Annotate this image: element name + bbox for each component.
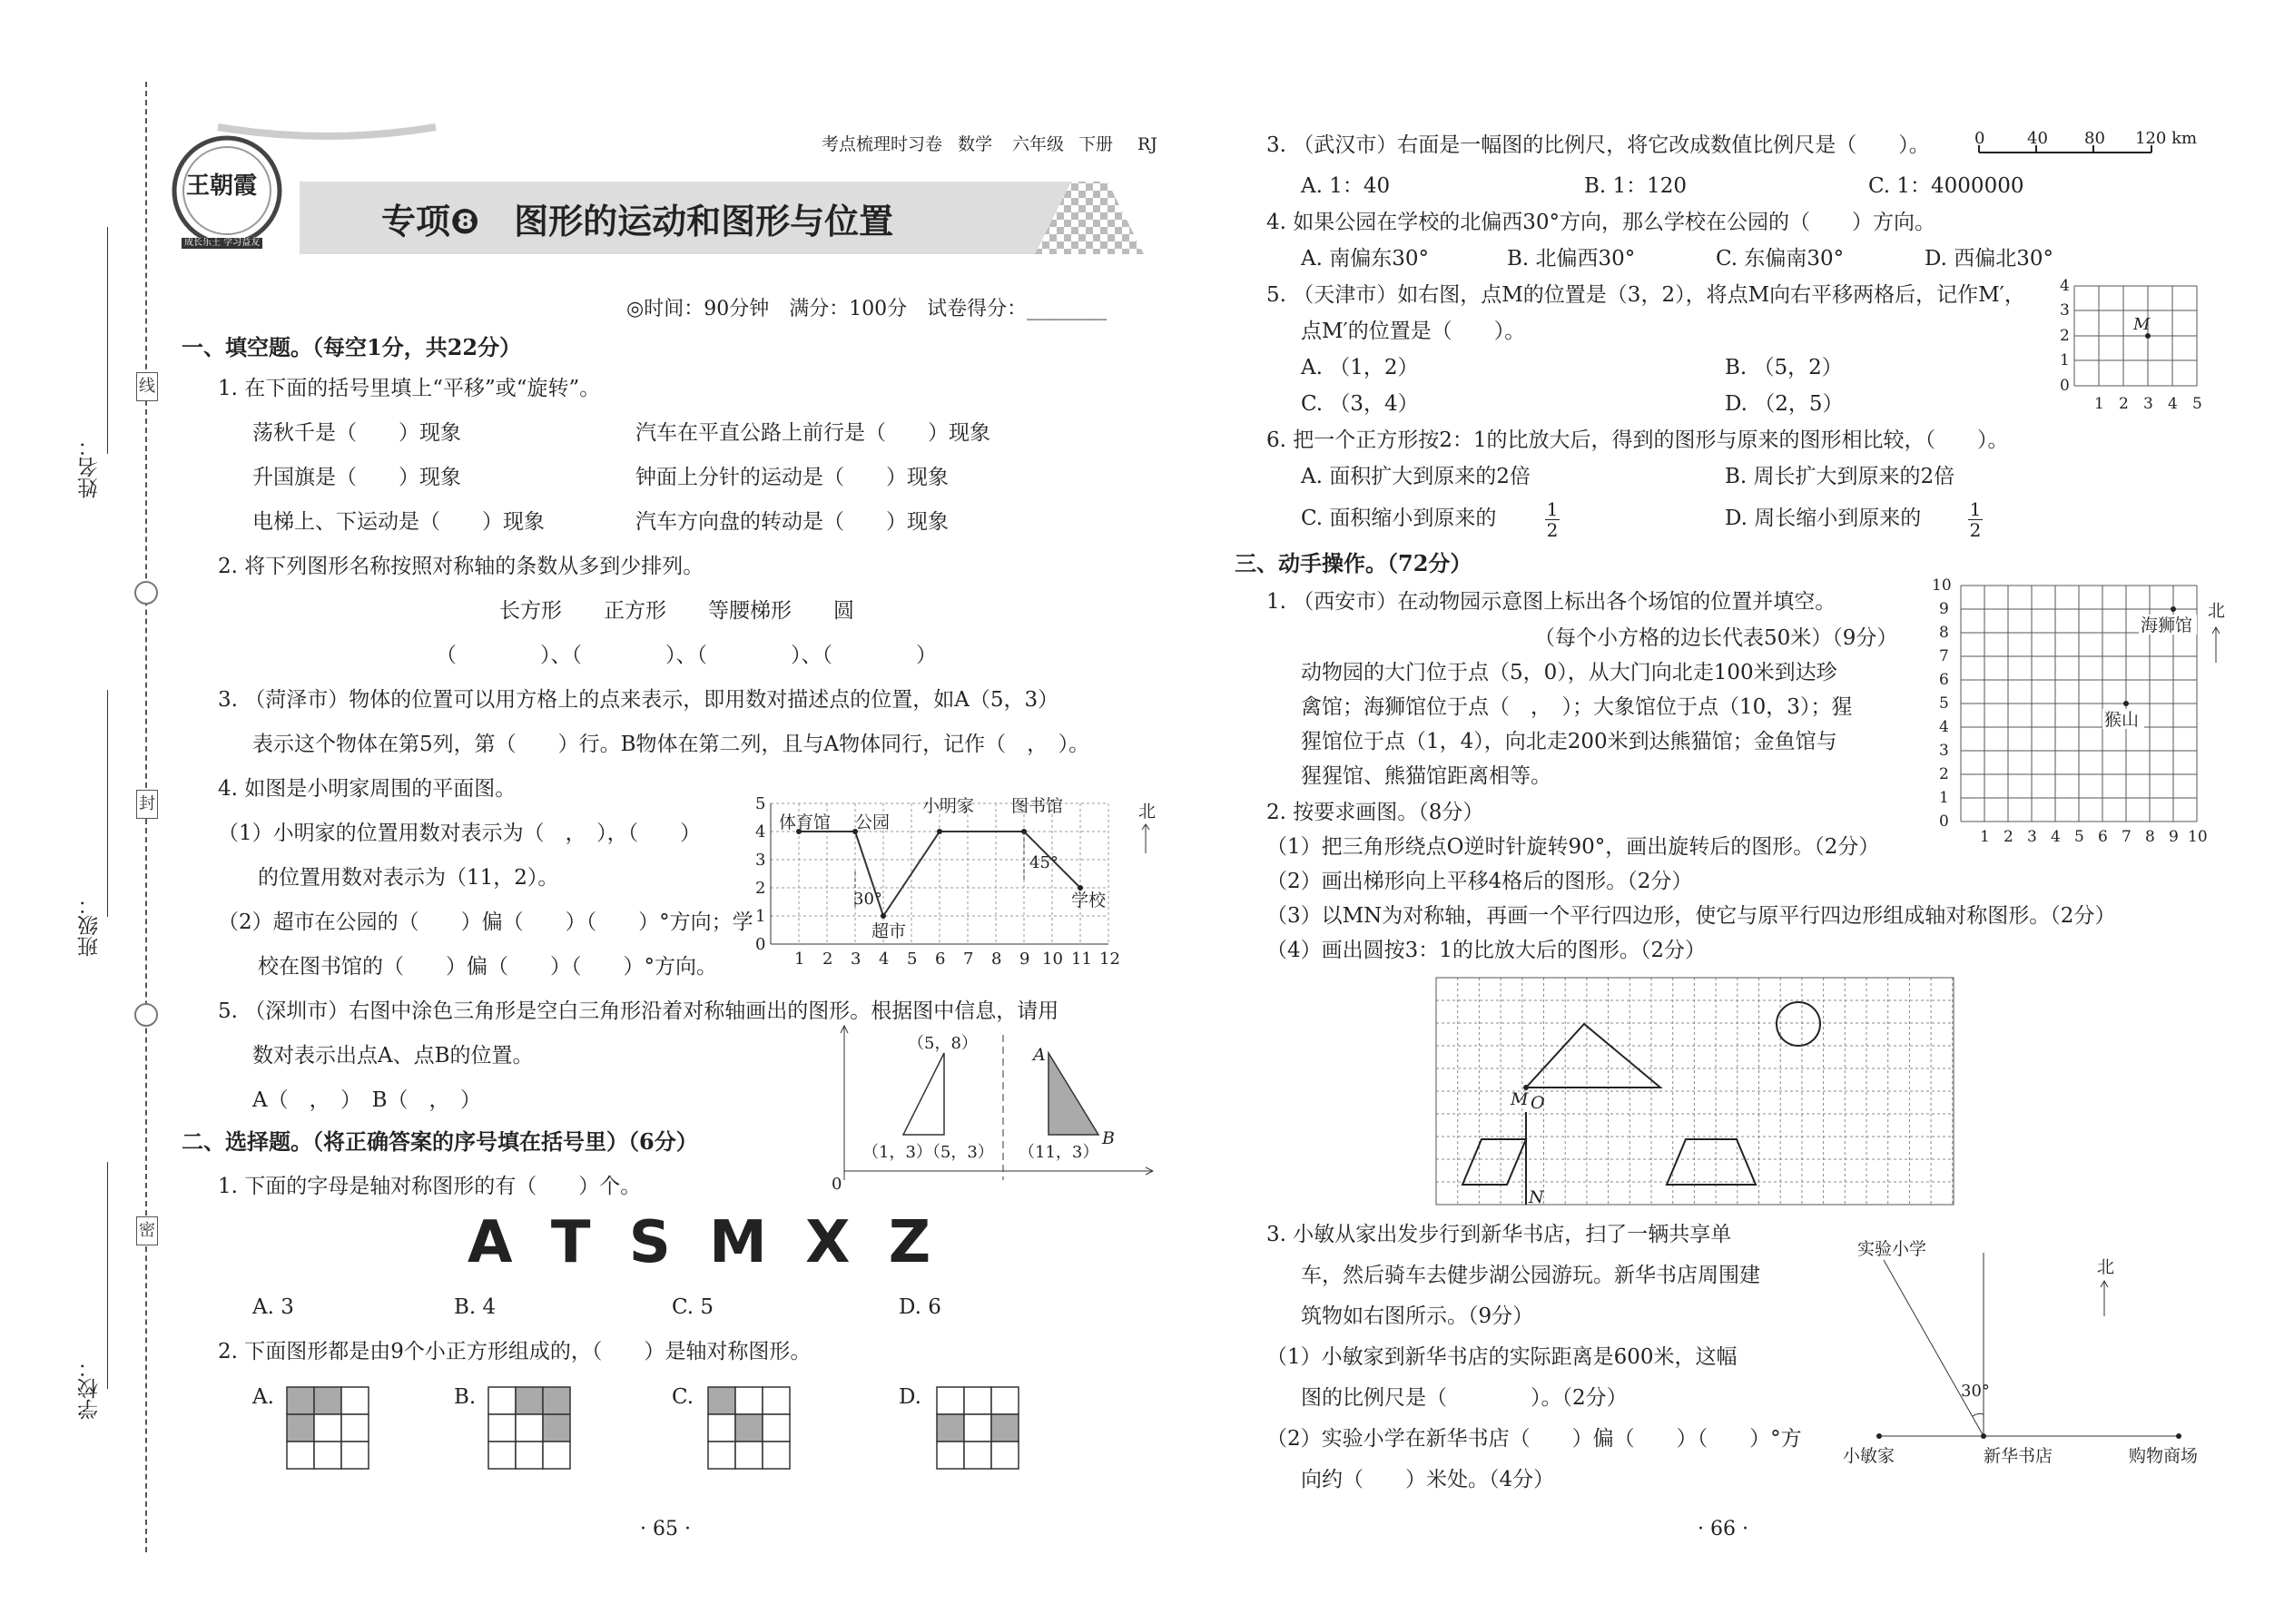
s3-q2-4: （4）画出圆按3：1的比放大后的图形。（2分）	[1266, 939, 1707, 962]
s1-q3-line2: 表示这个物体在第5列，第（ ）行。B物体在第二列，且与A物体同行，记作（ ， ）。	[252, 733, 1090, 756]
svg-text:5: 5	[2192, 395, 2202, 413]
r-q4-opt[interactable]: C. 东偏南30°	[1716, 247, 1845, 271]
s1-q1-item: 电梯上、下运动是（ ）现象	[252, 510, 545, 534]
zoo-north-label: 北	[2208, 601, 2226, 621]
svg-text:7: 7	[963, 950, 974, 969]
header-edition: RJ	[1137, 134, 1157, 154]
r-q3-opt[interactable]: A. 1：40	[1301, 174, 1391, 198]
s3-q1-line3: 动物园的大门位于点（5，0），从大门向北走100米到达珍	[1301, 661, 1837, 684]
svg-text:0: 0	[755, 935, 766, 954]
fraction-denominator: 2	[1969, 519, 1982, 541]
zoo-label-seal: 海狮馆	[2141, 615, 2193, 635]
s1-q1-item: 汽车方向盘的转动是（ ）现象	[635, 510, 949, 534]
s3-q1-line4: 禽馆；海狮馆位于点（ ， ）；大象馆位于点（10，3）；猩	[1301, 695, 1853, 719]
svg-text:11: 11	[1071, 950, 1092, 969]
svg-text:1: 1	[1980, 828, 1990, 846]
header-book: 考点梳理时习卷	[822, 134, 943, 154]
svg-text:2: 2	[2119, 395, 2129, 413]
svg-text:9: 9	[1939, 600, 1949, 618]
drawing-grid[interactable]	[1434, 976, 1961, 1212]
s2-q2: 2. 下面图形都是由9个小正方形组成的，（ ）是轴对称图形。	[218, 1340, 812, 1363]
school-label: 学校：	[78, 1357, 102, 1420]
trapezoid-shape	[1667, 1139, 1756, 1185]
svg-text:3: 3	[1939, 742, 1949, 760]
r-q5-opt[interactable]: B. （5，2）	[1725, 356, 1843, 379]
s1-q1-item: 荡秋千是（ ）现象	[252, 421, 461, 445]
svg-text:1: 1	[2094, 395, 2104, 413]
map-angle-45: 45°	[1029, 853, 1058, 872]
s3-q3-line3: 筑物如右图所示。（9分）	[1301, 1304, 1534, 1328]
s3-q2-1: （1）把三角形绕点O逆时针旋转90°，画出旋转后的图形。（2分）	[1266, 835, 1880, 859]
s3-q3-line1: 3. 小敏从家出发步行到新华书店，扫了一辆共享单	[1266, 1223, 1732, 1246]
city-map	[1825, 1235, 2215, 1471]
s1-q2-shapes: 长方形 正方形 等腰梯形 圆	[499, 599, 854, 623]
svg-text:2: 2	[2004, 828, 2013, 846]
zoo-label-monkey: 猴山	[2104, 710, 2140, 730]
city-label-home: 小敏家	[1843, 1446, 1895, 1466]
svg-text:6: 6	[1939, 671, 1949, 689]
svg-text:40: 40	[2027, 129, 2048, 148]
svg-text:0: 0	[1939, 812, 1949, 831]
map-label-park: 公园	[855, 812, 891, 832]
svg-text:5: 5	[2074, 828, 2084, 846]
city-angle: 30°	[1961, 1382, 1990, 1401]
svg-text:4: 4	[1939, 718, 1949, 736]
map-x-ticks	[794, 950, 1120, 969]
city-label-store: 新华书店	[1984, 1446, 2053, 1466]
s2-q2-opt[interactable]: A.	[252, 1385, 274, 1409]
svg-text:0: 0	[2060, 377, 2070, 395]
r-q4: 4. 如果公园在学校的北偏西30°方向，那么学校在公园的（ ）方向。	[1266, 211, 1936, 234]
figure-c	[708, 1387, 790, 1469]
r-q6-opt[interactable]: B. 周长扩大到原来的2倍	[1725, 465, 1955, 488]
s2-q2-opt[interactable]: B.	[454, 1385, 477, 1409]
section-3-title: 三、动手操作。（72分）	[1235, 550, 1472, 576]
s1-q2-blanks: （ ）、（ ）、（ ）、（ ）	[436, 644, 937, 667]
name-label: 姓名：	[78, 436, 102, 498]
s2-q1-opt[interactable]: A. 3	[252, 1295, 294, 1319]
svg-text:8: 8	[991, 950, 1002, 969]
s3-q1-line5: 猩馆位于点（1，4），向北走200米到达熊猫馆；金鱼馆与	[1301, 730, 1837, 753]
svg-text:3: 3	[2143, 395, 2153, 413]
r-q4-opt[interactable]: D. 西偏北30°	[1925, 247, 2054, 271]
s3-q2-2: （2）画出梯形向上平移4格后的图形。（2分）	[1266, 870, 1693, 893]
s1-q4: 4. 如图是小明家周围的平面图。	[218, 777, 517, 801]
fig5-label-B: B	[1102, 1128, 1115, 1148]
school-line[interactable]	[107, 1162, 108, 1389]
s1-q5-line2: 数对表示出点A、点B的位置。	[252, 1044, 534, 1068]
s3-q3-1b: 图的比例尺是（ ）。（2分）	[1301, 1386, 1628, 1410]
svg-text:4: 4	[2168, 395, 2178, 413]
parallelogram-shape	[1462, 1139, 1526, 1185]
s3-q1-line6: 猩猩馆、熊猫馆距离相等。	[1301, 764, 1551, 788]
svg-text:2: 2	[822, 950, 833, 969]
svg-text:80: 80	[2084, 129, 2105, 148]
svg-text:3: 3	[851, 950, 861, 969]
logo-text: 王朝霞	[186, 172, 258, 200]
binding-mark-xian: 线	[136, 372, 158, 401]
svg-text:2: 2	[755, 879, 766, 898]
binding-mark-mi: 密	[136, 1216, 158, 1245]
r-q5-opt[interactable]: A. （1，2）	[1301, 356, 1419, 379]
fig5-origin: 0	[832, 1175, 842, 1194]
zoo-grid	[1925, 576, 2224, 849]
svg-text:7: 7	[2122, 828, 2132, 846]
s3-q3-line2: 车，然后骑车去健步湖公园游玩。新华书店周围建	[1301, 1264, 1760, 1287]
exam-meta: ◎时间：90分钟 满分：100分 试卷得分：________	[626, 298, 1108, 320]
map-label-school: 学校	[1071, 891, 1107, 910]
s1-q4-2b: 校在图书馆的（ ）偏（ ）（ ）°方向。	[258, 955, 717, 979]
neighborhood-map	[753, 790, 1189, 971]
svg-text:10: 10	[1932, 576, 1952, 595]
s2-q1: 1. 下面的字母是轴对称图形的有（ ）个。	[218, 1175, 642, 1198]
fig5-label-A: A	[1033, 1045, 1046, 1065]
section-1-title: 一、填空题。（每空1分，共22分）	[182, 334, 522, 360]
svg-text:1: 1	[1939, 789, 1949, 807]
map-label-gym: 体育馆	[779, 812, 832, 832]
fraction-denominator: 2	[1546, 519, 1559, 541]
svg-text:5: 5	[907, 950, 918, 969]
fig5-points-bottom: （1，3）（5，3）	[862, 1143, 994, 1162]
circle-shape	[1777, 1002, 1820, 1046]
svg-text:4: 4	[879, 950, 890, 969]
fig5-point-right: （11，3）	[1019, 1143, 1099, 1162]
s3-q1-line2: （每个小方格的边长代表50米）（9分）	[1534, 626, 1898, 650]
s2-q1-opt[interactable]: D. 6	[899, 1295, 941, 1319]
svg-text:6: 6	[2098, 828, 2108, 846]
r-q3-opt[interactable]: C. 1：4000000	[1868, 174, 2024, 198]
svg-text:1: 1	[794, 950, 805, 969]
class-line[interactable]	[107, 690, 108, 917]
r-q3: 3. （武汉市）右面是一幅图的比例尺，将它改成数值比例尺是（ ）。	[1266, 133, 1930, 157]
s1-q1-item: 升国旗是（ ）现象	[252, 466, 461, 489]
city-label-school: 实验小学	[1857, 1239, 1927, 1259]
s3-q2-3: （3）以MN为对称轴，再画一个平行四边形，使它与原平行四边形组成轴对称图形。（2分）	[1266, 904, 2116, 928]
binding-mark-feng: 封	[136, 790, 158, 819]
s1-q4-2a: （2）超市在公园的（ ）偏（ ）（ ）°方向；学	[218, 910, 753, 934]
fraction-half	[1968, 499, 1983, 540]
figure-d	[937, 1387, 1019, 1469]
s1-q1-item: 汽车在平直公路上前行是（ ）现象	[635, 421, 990, 445]
s1-q4-1a: （1）小明家的位置用数对表示为（ ， ），（ ）	[218, 822, 702, 845]
fraction-half	[1545, 499, 1560, 540]
r-q6-opt[interactable]: D. 周长缩小到原来的	[1725, 507, 1922, 530]
point-m-label: M	[2133, 315, 2151, 334]
svg-text:3: 3	[755, 851, 766, 870]
r-q6: 6. 把一个正方形按2：1的比放大后，得到的图形与原来的图形相比较，（ ）。	[1266, 428, 2009, 452]
s3-q3-1a: （1）小敏家到新华书店的实际距离是600米，这幅	[1266, 1345, 1738, 1369]
map-label-market: 超市	[871, 921, 907, 941]
topic-title: 专项❽ 图形的运动和图形与位置	[381, 202, 894, 241]
fraction-numerator: 1	[1546, 498, 1559, 520]
s1-q2: 2. 将下列图形名称按照对称轴的条数从多到少排列。	[218, 555, 704, 578]
r-q5-line2: 点M′的位置是（ ）。	[1301, 320, 1526, 343]
s2-q2-opt[interactable]: D.	[899, 1385, 921, 1409]
header-grade: 六年级	[1012, 134, 1065, 154]
label-N: N	[1529, 1187, 1544, 1207]
s2-q1-opt[interactable]: B. 4	[454, 1295, 497, 1319]
r-q4-opt[interactable]: A. 南偏东30°	[1301, 247, 1429, 271]
label-M: M	[1511, 1089, 1529, 1109]
s3-q2: 2. 按要求画图。（8分）	[1266, 801, 1484, 824]
svg-text:8: 8	[2145, 828, 2155, 846]
s1-q5-line1: 5. （深圳市）右图中涂色三角形是空白三角形沿着对称轴画出的图形。根据图中信息，请用	[218, 999, 1059, 1023]
svg-text:1: 1	[755, 907, 766, 926]
r-q5-opt[interactable]: D. （2，5）	[1725, 392, 1844, 416]
r-q6-opt[interactable]: A. 面积扩大到原来的2倍	[1301, 465, 1531, 488]
map-angle-30: 30°	[853, 890, 882, 909]
name-line[interactable]	[107, 227, 108, 454]
svg-text:120 km: 120 km	[2135, 129, 2198, 148]
svg-text:3: 3	[2027, 828, 2037, 846]
svg-text:5: 5	[755, 794, 766, 813]
s1-q4-1b: 的位置用数对表示为（11，2）。	[258, 866, 559, 890]
figure-b	[488, 1387, 570, 1469]
map-label-library: 图书馆	[1011, 796, 1064, 816]
s2-q1-opt[interactable]: C. 5	[672, 1295, 714, 1319]
r-q5-line1: 5. （天津市）如右图，点M的位置是（3，2），将点M向右平移两格后，记作M′，	[1266, 283, 2025, 307]
nine-square-figures	[281, 1385, 1026, 1476]
s1-q1-item: 钟面上分针的运动是（ ）现象	[635, 466, 949, 489]
svg-text:6: 6	[935, 950, 946, 969]
svg-text:8: 8	[1939, 624, 1949, 642]
north-arrow-icon	[2209, 625, 2223, 664]
svg-text:9: 9	[2169, 828, 2179, 846]
s2-q1-letters: A T S M X Z	[468, 1209, 940, 1276]
svg-text:4: 4	[2051, 828, 2061, 846]
map-label-home: 小明家	[922, 796, 975, 816]
r-q5-opt[interactable]: C. （3，4）	[1301, 392, 1419, 416]
s3-q1-line1: 1. （西安市）在动物园示意图上标出各个场馆的位置并填空。	[1266, 590, 1836, 614]
logo-subtitle: 成长乐土 学习益友	[182, 238, 262, 249]
svg-text:3: 3	[2060, 301, 2070, 320]
page-number-left: · 65 ·	[640, 1518, 691, 1540]
svg-text:10: 10	[2188, 828, 2208, 846]
s1-q1: 1. 在下面的括号里填上“平移”或“旋转”。	[218, 377, 601, 400]
s2-q2-opt[interactable]: C.	[672, 1385, 694, 1409]
page-number-right: · 66 ·	[1698, 1518, 1748, 1540]
r-q3-opt[interactable]: B. 1：120	[1584, 174, 1688, 198]
svg-text:9: 9	[1019, 950, 1030, 969]
s1-q3-line1: 3. （菏泽市）物体的位置可以用方格上的点来表示，即用数对描述点的位置，如A（5，3）	[218, 688, 1059, 712]
svg-text:1: 1	[2060, 351, 2070, 369]
svg-text:12: 12	[1099, 950, 1120, 969]
map-y-ticks	[755, 794, 765, 954]
svg-text:0: 0	[1974, 129, 1985, 148]
figure-a	[287, 1387, 369, 1469]
header-volume: 下册	[1078, 134, 1114, 154]
city-label-mall: 购物商场	[2129, 1446, 2199, 1466]
section-2-title: 二、选择题。（将正确答案的序号填在括号里）（6分）	[182, 1128, 698, 1155]
binding-ornament-icon	[134, 581, 158, 605]
point-m-grid	[2047, 272, 2229, 427]
symmetry-figure	[817, 1017, 1180, 1198]
svg-text:2: 2	[2060, 327, 2070, 345]
svg-text:7: 7	[1939, 647, 1949, 665]
svg-text:4: 4	[755, 822, 766, 842]
svg-text:5: 5	[1939, 694, 1949, 713]
svg-text:10: 10	[1042, 950, 1063, 969]
class-label: 班级：	[78, 894, 102, 957]
s3-q3-2a: （2）实验小学在新华书店（ ）偏（ ）（ ）°方	[1266, 1427, 1802, 1451]
binding-ornament-icon	[134, 1003, 158, 1027]
scale-bar	[1970, 129, 2206, 162]
r-q4-opt[interactable]: B. 北偏西30°	[1507, 247, 1636, 271]
label-O: O	[1531, 1093, 1545, 1113]
city-north-label: 北	[2097, 1257, 2115, 1277]
fraction-numerator: 1	[1969, 498, 1982, 520]
triangle-shape	[1526, 1024, 1660, 1088]
r-q6-opt[interactable]: C. 面积缩小到原来的	[1301, 507, 1497, 530]
header-subject: 数学	[958, 134, 993, 154]
s1-q5-answer: A（ ， ） B（ ， ）	[252, 1088, 482, 1112]
map-north-label: 北	[1138, 802, 1157, 822]
fig5-point-top: （5，8）	[908, 1034, 978, 1053]
s3-q3-2b: 向约（ ）米处。（4分）	[1301, 1468, 1555, 1491]
svg-text:2: 2	[1939, 765, 1949, 783]
svg-text:4: 4	[2060, 277, 2070, 295]
